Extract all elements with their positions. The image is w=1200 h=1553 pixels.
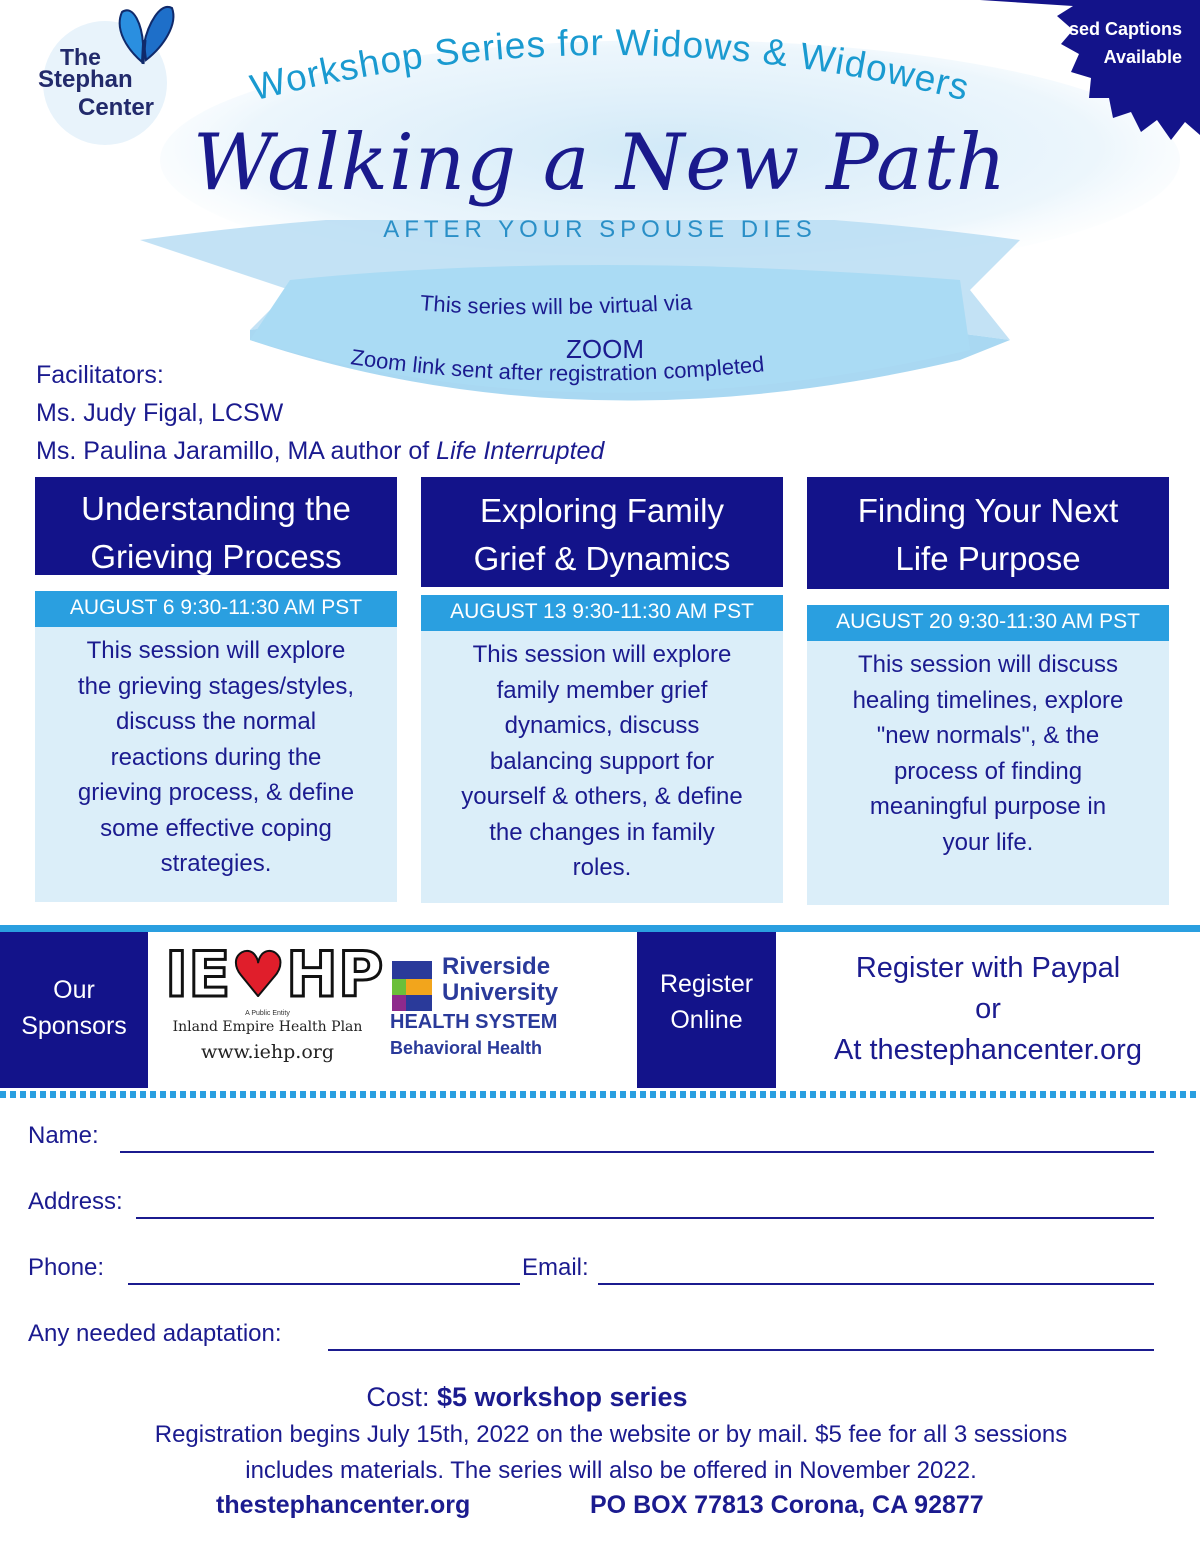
heart-icon: ♥ — [230, 938, 287, 1011]
ruhs-logo — [388, 955, 598, 1065]
session-1-date: AUGUST 6 9:30-11:30 AM PST — [35, 591, 397, 627]
session-3-title-line1: Finding Your Next — [857, 492, 1119, 529]
register-paypal-link[interactable]: At thestephancenter.org — [834, 1034, 1142, 1066]
footer-website[interactable]: thestephancenter.org — [216, 1491, 471, 1519]
ruhs-line3: HEALTH SYSTEM — [390, 1011, 558, 1033]
session-card-2 — [421, 477, 783, 903]
register-online — [637, 932, 776, 1088]
register-paypal-line2: or — [975, 993, 1001, 1025]
facilitators-heading: Facilitators: — [36, 361, 164, 389]
band-divider-dotted — [0, 1091, 1200, 1098]
series-title — [180, 20, 1040, 120]
facilitator-2-name: Ms. Paulina Jaramillo, MA author of — [36, 437, 437, 465]
email-label: Email: — [522, 1254, 589, 1281]
session-1-title-line2: Grieving Process — [90, 538, 342, 575]
ruhs-line2: University — [442, 979, 559, 1006]
session-3-title — [807, 477, 1169, 589]
badge-text-line1: Closed Captions — [1039, 19, 1182, 39]
name-label: Name: — [28, 1122, 99, 1149]
session-2-title-line1: Exploring Family — [480, 492, 724, 529]
sponsors-label — [0, 932, 148, 1088]
session-2-desc-line: yourself & others, & define — [461, 783, 743, 810]
session-card-3 — [807, 477, 1169, 905]
facilitator-2 — [36, 432, 604, 470]
facilitator-1: Ms. Judy Figal, LCSW — [36, 399, 284, 427]
svg-text:Workshop Series for Widows & W — [246, 22, 973, 109]
iehp-logo — [165, 938, 384, 1080]
sponsors-label-line1: Our — [53, 976, 95, 1004]
session-1-desc-line: discuss the normal — [115, 708, 317, 735]
adaptation-label: Any needed adaptation: — [28, 1320, 282, 1347]
ruhs-line4: Behavioral Health — [390, 1038, 543, 1058]
session-1-title — [35, 477, 397, 575]
band-divider-top — [0, 925, 1200, 932]
badge-text-line2: Available — [1103, 47, 1182, 67]
sponsors-label-line2: Sponsors — [21, 1012, 127, 1040]
cost-line — [0, 1382, 1127, 1413]
butterfly-icon — [108, 0, 178, 70]
session-1-title-line1: Understanding the — [81, 490, 351, 527]
ribbon-line3: Zoom link sent after registration completed — [349, 344, 766, 386]
logo-line-the: The — [60, 44, 101, 70]
register-paypal — [790, 948, 1186, 1071]
session-2-desc-line: family member grief — [496, 676, 708, 704]
subtitle: AFTER YOUR SPOUSE DIES — [383, 216, 817, 243]
session-1-desc-line: the grieving stages/styles, — [77, 672, 355, 700]
session-2-desc-line: the changes in family — [489, 818, 715, 846]
book-title: Life Interrupted — [436, 437, 605, 465]
session-2-desc-line: This session will explore — [472, 641, 732, 668]
session-2-date: AUGUST 13 9:30-11:30 AM PST — [421, 595, 783, 631]
session-1-desc-line: This session will explore — [86, 637, 346, 664]
phone-field[interactable] — [128, 1283, 520, 1285]
address-label: Address: — [28, 1188, 123, 1215]
ribbon-line1: This series will be virtual via — [419, 289, 693, 320]
logo-line-stephan: Stephan — [38, 66, 133, 93]
cost-value: $5 workshop series — [436, 1382, 688, 1412]
session-2-title-line2: Grief & Dynamics — [473, 540, 731, 577]
name-field[interactable] — [120, 1151, 1154, 1153]
svg-text:This series will be virtual vi — [419, 289, 693, 319]
session-3-title-line2: Life Purpose — [895, 540, 1081, 577]
session-3-description — [807, 641, 1169, 905]
register-online-line2: Online — [670, 1006, 743, 1034]
ruhs-mark-icon — [388, 959, 438, 1015]
session-3-desc-line: meaningful purpose in — [869, 793, 1107, 820]
session-1-desc-line: reactions during the — [110, 743, 322, 771]
session-3-desc-line: process of finding — [893, 757, 1083, 785]
session-3-desc-line: "new normals", & the — [876, 722, 1100, 749]
session-1-desc-line: some effective coping — [100, 814, 332, 842]
iehp-url: www.iehp.org — [200, 1041, 335, 1063]
session-2-desc-line: balancing support for — [489, 747, 715, 775]
main-title: Walking a New Path — [192, 118, 1008, 208]
phone-label: Phone: — [28, 1254, 105, 1281]
footer-address: PO BOX 77813 Corona, CA 92877 — [590, 1491, 984, 1519]
ribbon-text — [330, 280, 890, 410]
email-field[interactable] — [598, 1283, 1154, 1285]
session-1-desc-line: strategies. — [160, 850, 272, 877]
registration-line1: Registration begins July 15th, 2022 on the website or by mail. $5 fee for all 3 sessions — [154, 1421, 1068, 1448]
adaptation-field[interactable] — [328, 1349, 1154, 1351]
session-2-desc-line: dynamics, discuss — [504, 712, 700, 739]
iehp-small: A Public Entity — [245, 1010, 290, 1017]
registration-line2: includes materials. The series will also be offered in November 2022. — [245, 1457, 977, 1484]
session-3-desc-line: healing timelines, explore — [852, 686, 1124, 714]
cost-label: Cost: — [366, 1382, 437, 1412]
register-online-line1: Register — [659, 970, 754, 998]
session-2-title — [421, 477, 783, 587]
session-2-desc-line: roles. — [572, 854, 632, 881]
svg-text:Zoom link sent after registrat — [349, 344, 765, 385]
session-2-description — [421, 631, 783, 903]
register-paypal-line1: Register with Paypal — [855, 952, 1121, 984]
session-3-desc-line: your life. — [942, 828, 1034, 856]
series-title-text: Workshop Series for Widows & Widowers — [246, 21, 974, 109]
session-1-description — [35, 627, 397, 902]
session-1-desc-line: grieving process, & define — [77, 779, 355, 806]
logo-line-center: Center — [78, 94, 155, 121]
ribbon-zoom: ZOOM — [566, 334, 644, 364]
address-field[interactable] — [136, 1217, 1154, 1219]
ruhs-line1: Riverside — [442, 953, 551, 980]
iehp-name: Inland Empire Health Plan — [172, 1019, 363, 1035]
session-3-desc-line: This session will discuss — [857, 651, 1119, 678]
session-card-1 — [35, 477, 397, 902]
iehp-wordmark: IE♥HP — [165, 938, 384, 1011]
session-3-date: AUGUST 20 9:30-11:30 AM PST — [807, 605, 1169, 641]
